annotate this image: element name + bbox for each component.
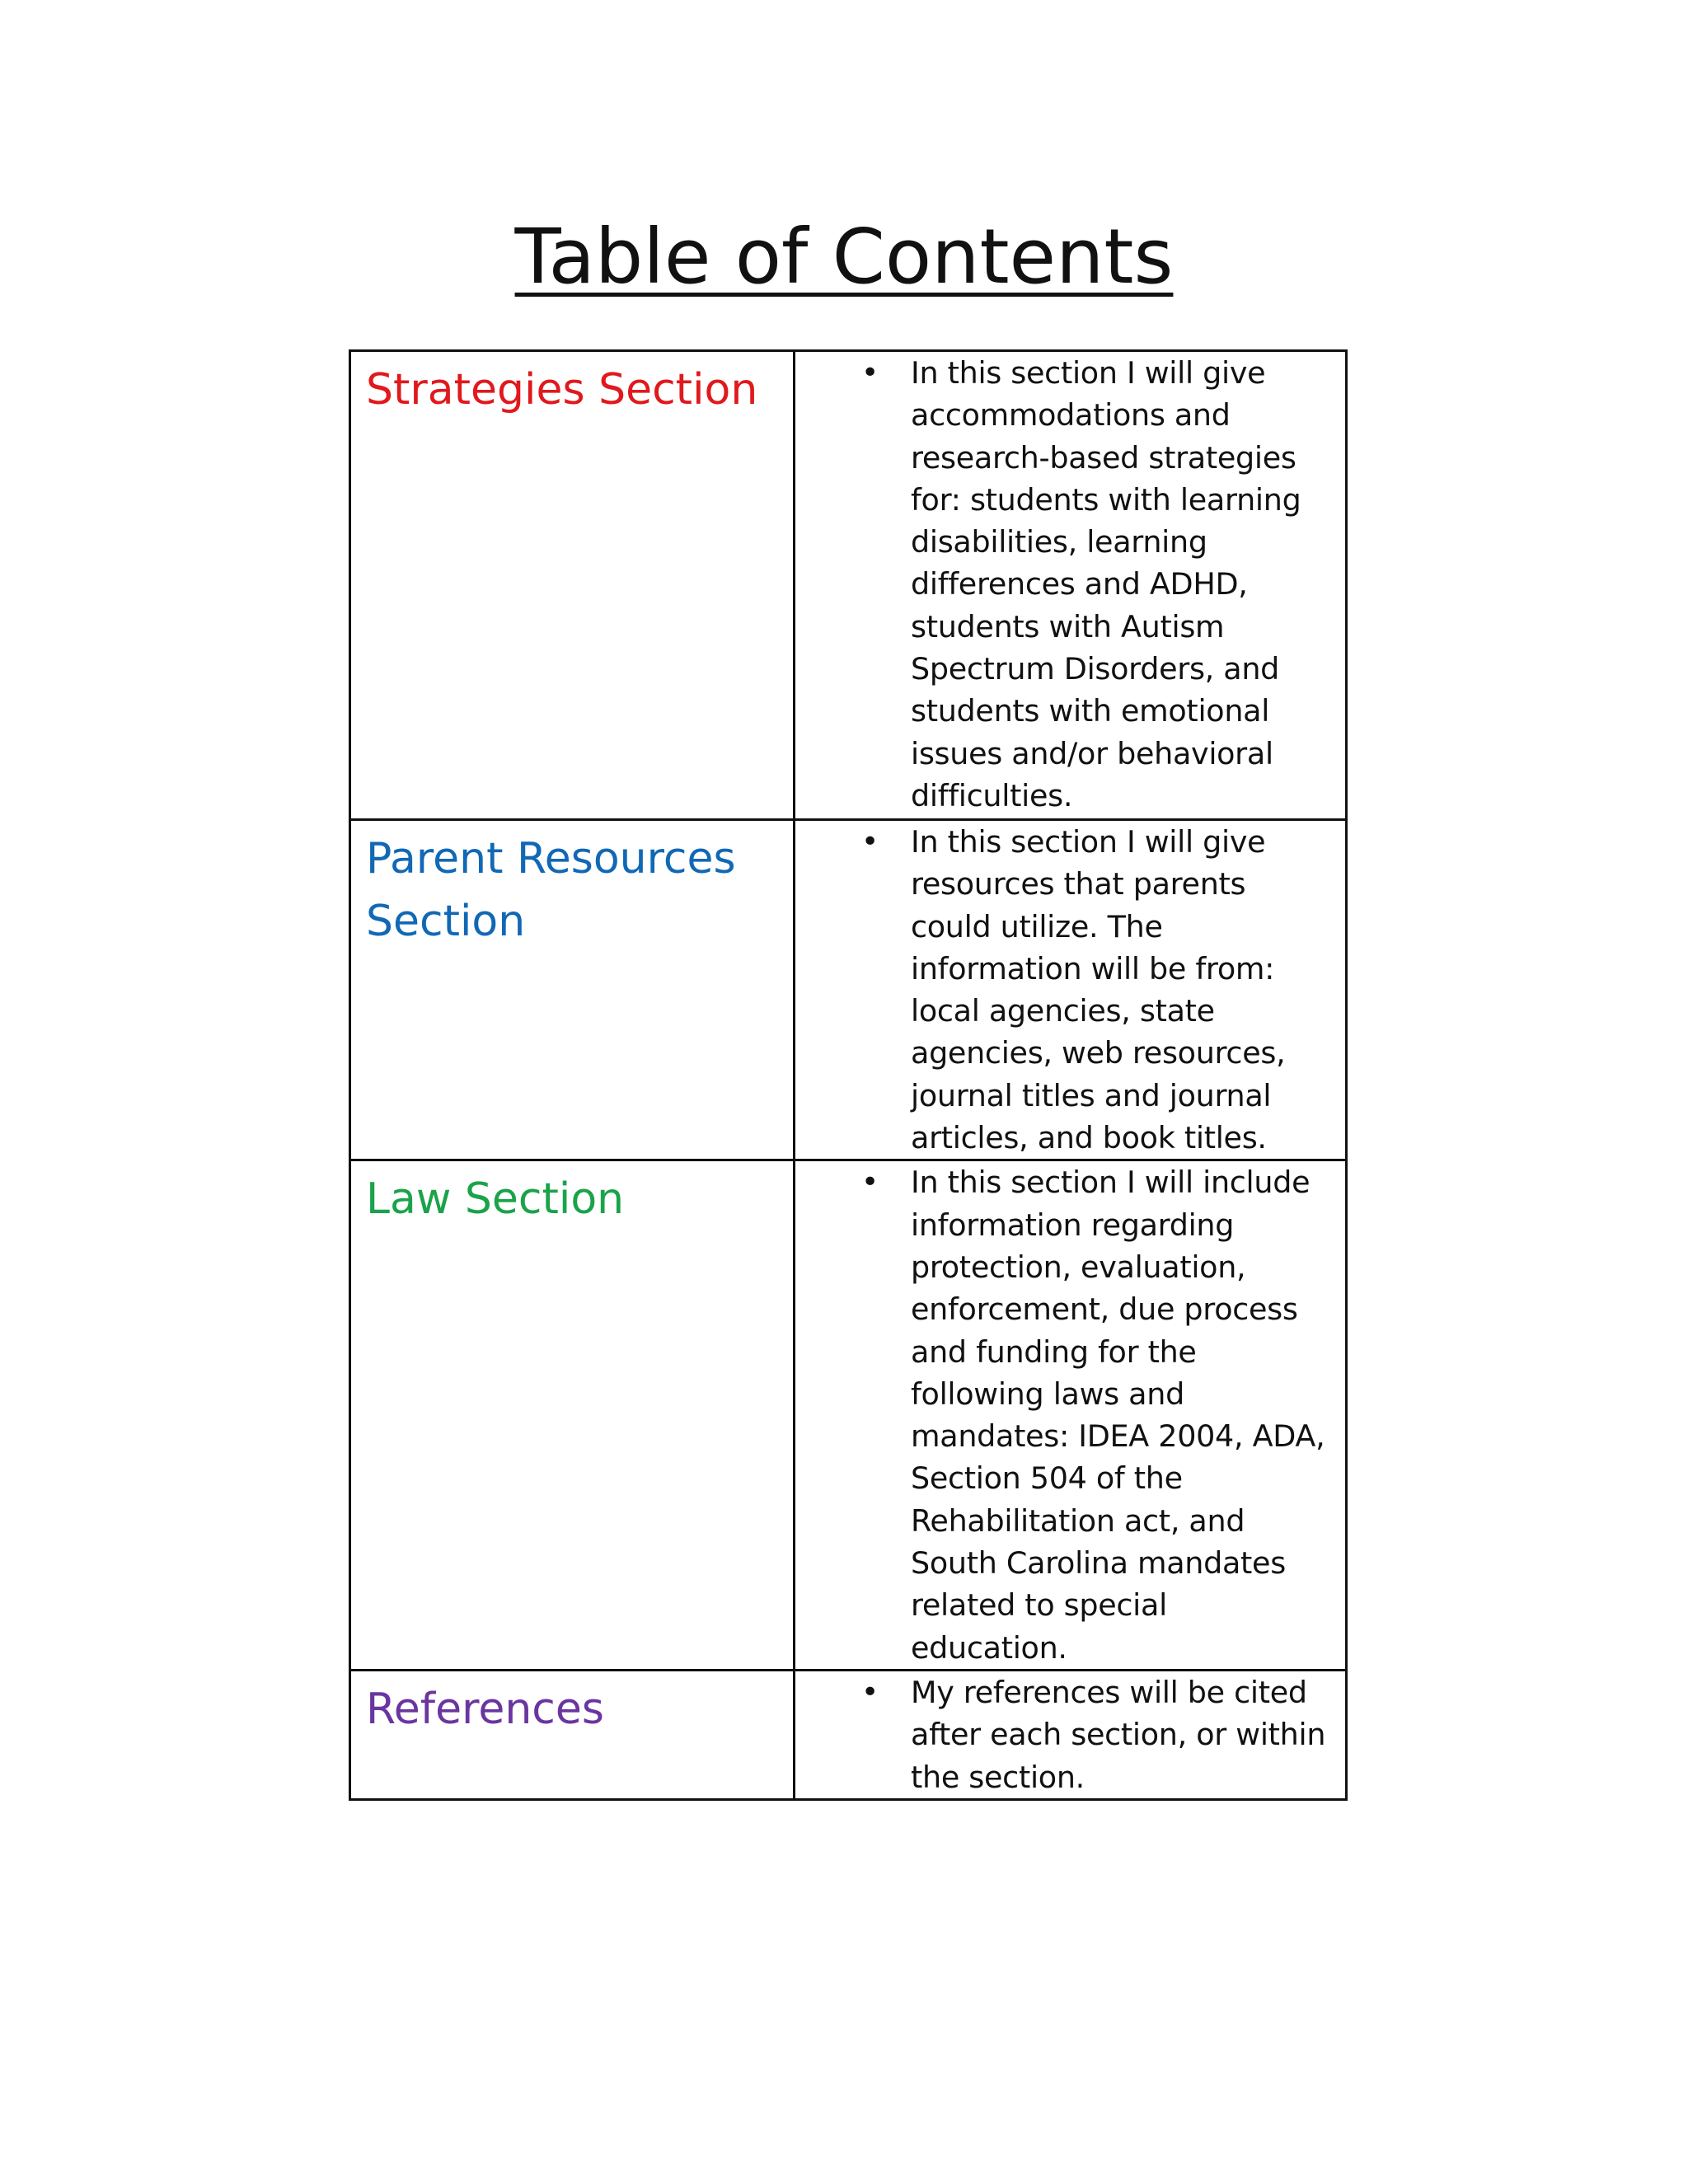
section-name-cell — [350, 351, 795, 820]
section-description-cell — [795, 1670, 1347, 1799]
table-row — [350, 820, 1347, 1160]
section-description — [795, 352, 1345, 817]
section-description — [795, 1161, 1345, 1669]
section-name-cell — [350, 1160, 795, 1671]
section-name-cell — [350, 820, 795, 1160]
section-description — [795, 1671, 1345, 1798]
bullet-icon: • — [861, 825, 879, 859]
section-description-cell — [795, 820, 1347, 1160]
section-name-cell — [350, 1670, 795, 1799]
section-description-text: In this section I will include information regarding protection, evaluation, enforcement, due process and funding for the following laws and mandates: IDEA 2004, ADA, Section 504 of the Rehabilitation act, and South Carolina mandates related to special education. — [911, 1165, 1325, 1666]
bullet-icon: • — [861, 1675, 879, 1709]
table-row — [350, 351, 1347, 820]
contents-table — [349, 349, 1348, 1801]
section-description-cell — [795, 351, 1347, 820]
section-name-references: References — [366, 1684, 604, 1734]
bullet-icon: • — [861, 356, 879, 390]
page-title-text: Table of Contents — [514, 213, 1174, 301]
section-description — [795, 821, 1345, 1159]
bullet-icon: • — [861, 1165, 879, 1200]
table-row — [350, 1160, 1347, 1671]
section-description-text: In this section I will give accommodations and research-based strategies for: students with learning disabilities, learning differences and ADHD, students with Autism Spectrum Disorders, and students with emotional issues and/or behavioral difficulties. — [911, 355, 1301, 813]
section-name-strategies: Strategies Section — [366, 365, 758, 415]
table-row — [350, 1670, 1347, 1799]
section-name-parent-resources: Parent Resources Section — [366, 834, 736, 946]
section-description-cell — [795, 1160, 1347, 1671]
page-title — [0, 208, 1688, 307]
section-description-text: In this section I will give resources that parents could utilize. The information will be from: local agencies, state agencies, web resources, journal titles and journal articles, and book titles. — [911, 824, 1286, 1156]
section-description-text: My references will be cited after each section, or within the section. — [911, 1674, 1326, 1795]
section-name-law: Law Section — [366, 1174, 625, 1225]
